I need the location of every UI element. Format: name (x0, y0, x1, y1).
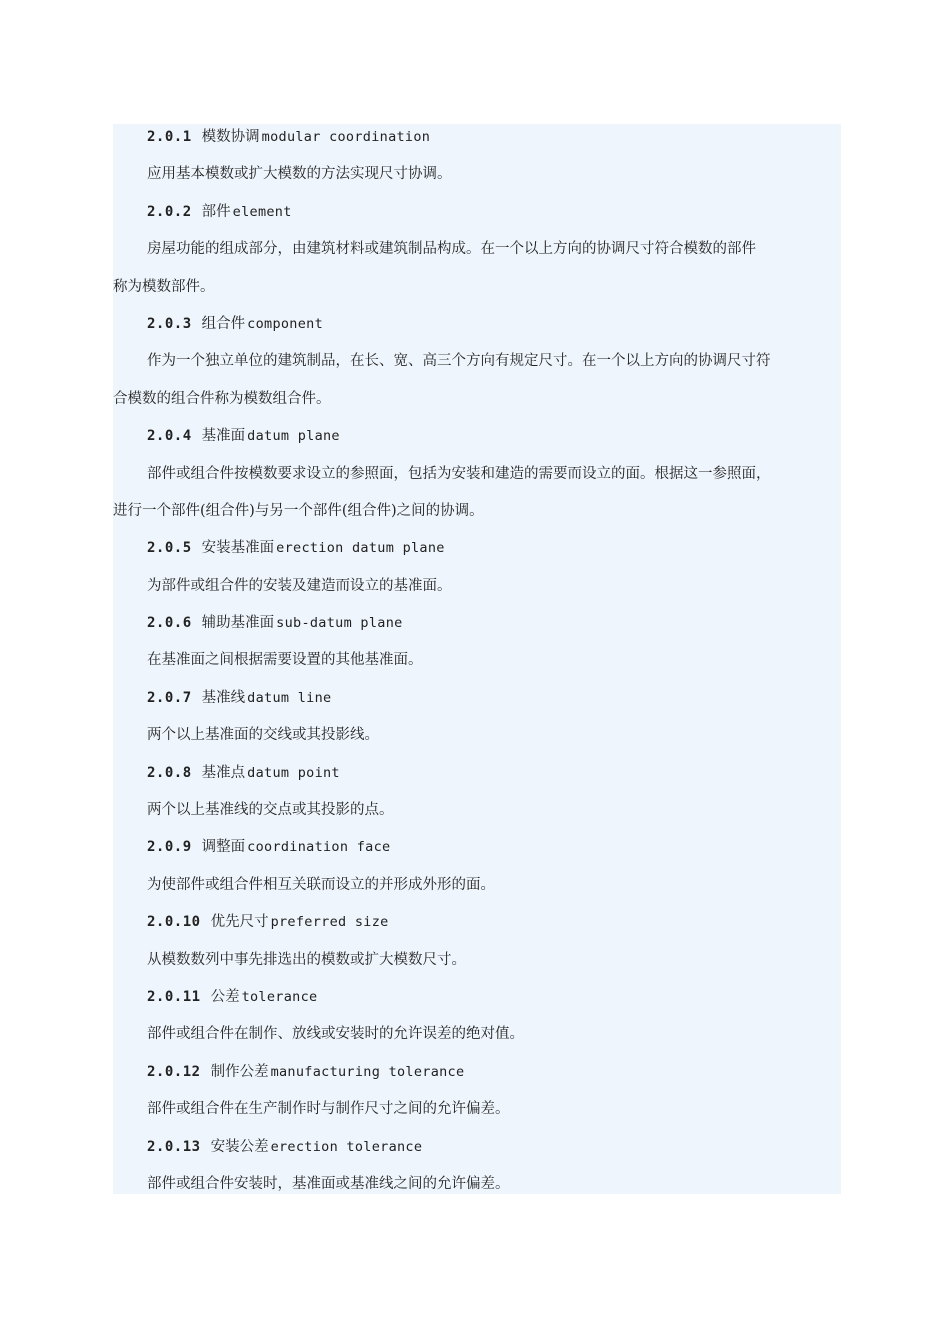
term-chinese: 优先尺寸 (210, 914, 269, 931)
term-english: component (247, 315, 324, 332)
term-chinese: 基准线 (201, 689, 246, 706)
term-number: 2.0.12 (147, 1063, 201, 1080)
term-number: 2.0.13 (147, 1138, 201, 1155)
term-english: erection tolerance (270, 1138, 423, 1155)
term-definition: 为使部件或组合件相互关联而设立的并形成外形的面。 (147, 876, 495, 893)
term-number: 2.0.8 (147, 764, 192, 781)
term-english: manufacturing tolerance (270, 1063, 465, 1080)
term-heading (113, 1059, 853, 1096)
term-number: 2.0.4 (147, 428, 192, 445)
term-chinese: 基准面 (201, 428, 246, 445)
term-english: preferred size (270, 914, 389, 931)
term-definition: 部件或组合件在制作、放线或安装时的允许误差的绝对值。 (147, 1026, 524, 1043)
term-definition: 从模数数列中事先排选出的模数或扩大模数尺寸。 (147, 951, 466, 968)
term-english: datum plane (247, 428, 340, 445)
term-number: 2.0.9 (147, 839, 192, 856)
term-english: element (232, 203, 292, 220)
term-english: sub-datum plane (276, 615, 403, 632)
term-number: 2.0.11 (147, 988, 201, 1005)
term-definition: 两个以上基准面的交线或其投影线。 (147, 727, 379, 744)
term-chinese: 公差 (210, 988, 240, 1005)
term-heading (113, 199, 853, 236)
term-number: 2.0.5 (147, 540, 192, 557)
term-definition: 部件或组合件安装时，基准面或基准线之间的允许偏差。 (147, 1175, 510, 1192)
term-definition: 作为一个独立单位的建筑制品，在长、宽、高三个方向有规定尺寸。在一个以上方向的协调尺寸符 (147, 353, 771, 370)
term-number: 2.0.6 (147, 615, 192, 632)
term-chinese: 模数协调 (201, 129, 260, 145)
term-heading (113, 984, 853, 1021)
term-heading (113, 311, 853, 348)
term-chinese: 安装公差 (210, 1138, 269, 1155)
term-heading (113, 535, 853, 572)
term-number: 2.0.2 (147, 203, 192, 220)
term-heading (113, 1134, 853, 1171)
term-english: erection datum plane (276, 540, 445, 557)
term-definition-continued: 进行一个部件(组合件)与另一个部件(组合件)之间的协调。 (113, 502, 484, 519)
term-definition: 部件或组合件按模数要求设立的参照面，包括为安装和建造的需要而设立的面。根据这一参照面， (147, 465, 771, 482)
term-number: 2.0.10 (147, 914, 201, 931)
term-chinese: 部件 (201, 203, 231, 220)
term-definition: 房屋功能的组成部分，由建筑材料或建筑制品构成。在一个以上方向的协调尺寸符合模数的部件 (147, 241, 756, 258)
term-definition: 应用基本模数或扩大模数的方法实现尺寸协调。 (147, 166, 452, 183)
term-number: 2.0.7 (147, 689, 192, 706)
term-definition: 为部件或组合件的安装及建造而设立的基准面。 (147, 577, 452, 594)
term-heading (113, 610, 853, 647)
term-definition: 在基准面之间根据需要设置的其他基准面。 (147, 652, 423, 669)
terms-list (113, 124, 853, 1208)
term-definition-continued: 称为模数部件。 (113, 278, 215, 295)
term-heading (113, 909, 853, 946)
term-heading (113, 423, 853, 460)
term-english: datum point (247, 764, 340, 781)
term-english: tolerance (241, 988, 318, 1005)
term-chinese: 调整面 (201, 839, 246, 856)
term-chinese: 基准点 (201, 764, 246, 781)
term-english: coordination face (247, 839, 391, 856)
term-number: 2.0.3 (147, 315, 192, 332)
term-english: datum line (247, 689, 332, 706)
term-chinese: 安装基准面 (201, 540, 275, 557)
term-chinese: 组合件 (201, 315, 246, 332)
term-definition: 部件或组合件在生产制作时与制作尺寸之间的允许偏差。 (147, 1101, 510, 1118)
term-definition-continued: 合模数的组合件称为模数组合件。 (113, 390, 331, 407)
term-chinese: 制作公差 (210, 1063, 269, 1080)
term-chinese: 辅助基准面 (201, 615, 275, 632)
term-english: modular coordination (261, 129, 431, 145)
term-heading (113, 124, 853, 161)
term-heading (113, 760, 853, 797)
term-heading (113, 685, 853, 722)
term-number: 2.0.1 (147, 129, 192, 145)
term-heading (113, 834, 853, 871)
term-definition: 两个以上基准线的交点或其投影的点。 (147, 802, 394, 819)
